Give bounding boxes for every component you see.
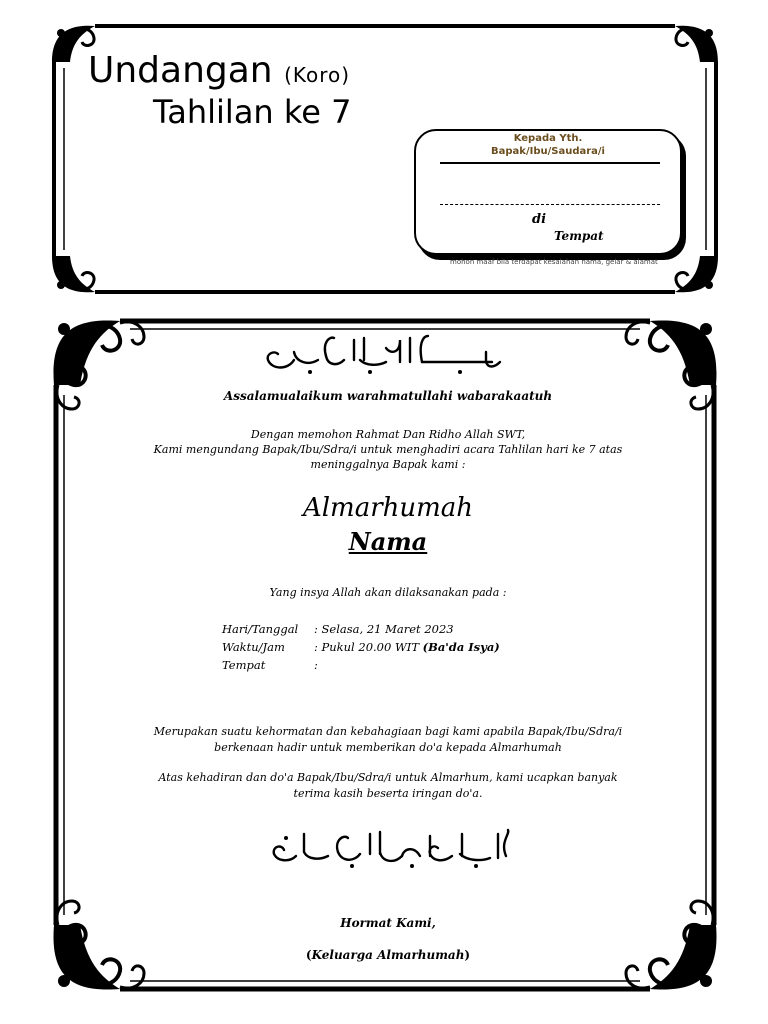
paren-open: ( xyxy=(305,948,312,962)
address-recipient-label: Bapak/Ibu/Saudara/i xyxy=(491,146,605,157)
schedule-label: Tempat xyxy=(222,658,266,672)
address-heading: Kepada Yth. xyxy=(513,133,583,144)
signature xyxy=(88,948,688,962)
thanks-paragraph xyxy=(88,770,688,802)
title-sub: (Koro) xyxy=(284,63,351,87)
address-di: di xyxy=(532,212,547,227)
thanks-line-2: terima kasih beserta iringan do'a. xyxy=(293,787,483,800)
schedule-value: : xyxy=(314,658,318,672)
honor-paragraph xyxy=(88,724,688,756)
recipient-name-line xyxy=(440,162,660,164)
intro-paragraph xyxy=(88,427,688,472)
schedule-value: : Selasa, 21 Maret 2023 xyxy=(314,622,454,636)
signature-text: Keluarga Almarhumah xyxy=(311,948,465,962)
paren-close: ) xyxy=(464,948,471,962)
intro-line-3: meninggalnya Bapak kami : xyxy=(310,458,466,471)
address-box xyxy=(414,129,682,255)
thanks-line-1: Atas kehadiran dan do'a Bapak/Ibu/Sdra/i untuk Almarhum, kami ucapkan banyak xyxy=(158,771,618,784)
schedule-label: Hari/Tanggal xyxy=(222,622,299,636)
schedule-row xyxy=(222,638,500,656)
recipient-dashed-line xyxy=(440,204,660,205)
schedule-row xyxy=(222,656,500,674)
intro-line-2: Kami mengundang Bapak/Ibu/Sdra/i untuk menghadiri acara Tahlilan hari ke 7 atas xyxy=(153,443,623,456)
bismillah-calligraphy-icon xyxy=(260,332,510,380)
greeting: Assalamualaikum warahmatullahi wabarakaatuh xyxy=(223,389,553,403)
schedule-table xyxy=(222,620,500,674)
honor-line-1: Merupakan suatu kehormatan dan kebahagiaan bagi kami apabila Bapak/Ibu/Sdra/i xyxy=(153,725,623,738)
schedule-value: : Pukul 20.00 WIT xyxy=(314,640,419,654)
title-main: Undangan xyxy=(88,50,273,91)
invitation-title xyxy=(88,50,350,96)
address-tempat: Tempat xyxy=(554,229,604,243)
intro-line-1: Dengan memohon Rahmat Dan Ridho Allah SWT, xyxy=(250,428,526,441)
schedule-extra: (Ba'da Isya) xyxy=(422,640,500,654)
schedule-intro: Yang insya Allah akan dilaksanakan pada : xyxy=(269,586,507,599)
salam-calligraphy-icon xyxy=(262,826,512,872)
deceased-name: Nama xyxy=(348,527,428,556)
deceased-title: Almarhumah xyxy=(302,493,474,523)
closing: Hormat Kami, xyxy=(340,916,436,930)
schedule-label: Waktu/Jam xyxy=(222,640,285,654)
schedule-row xyxy=(222,620,500,638)
apology-note: mohon maaf bila terdapat kesalahan nama, gelar & alamat xyxy=(450,258,658,266)
invitation-subtitle: Tahlilan ke 7 xyxy=(153,93,352,131)
honor-line-2: berkenaan hadir untuk memberikan do'a kepada Almarhumah xyxy=(214,741,562,754)
